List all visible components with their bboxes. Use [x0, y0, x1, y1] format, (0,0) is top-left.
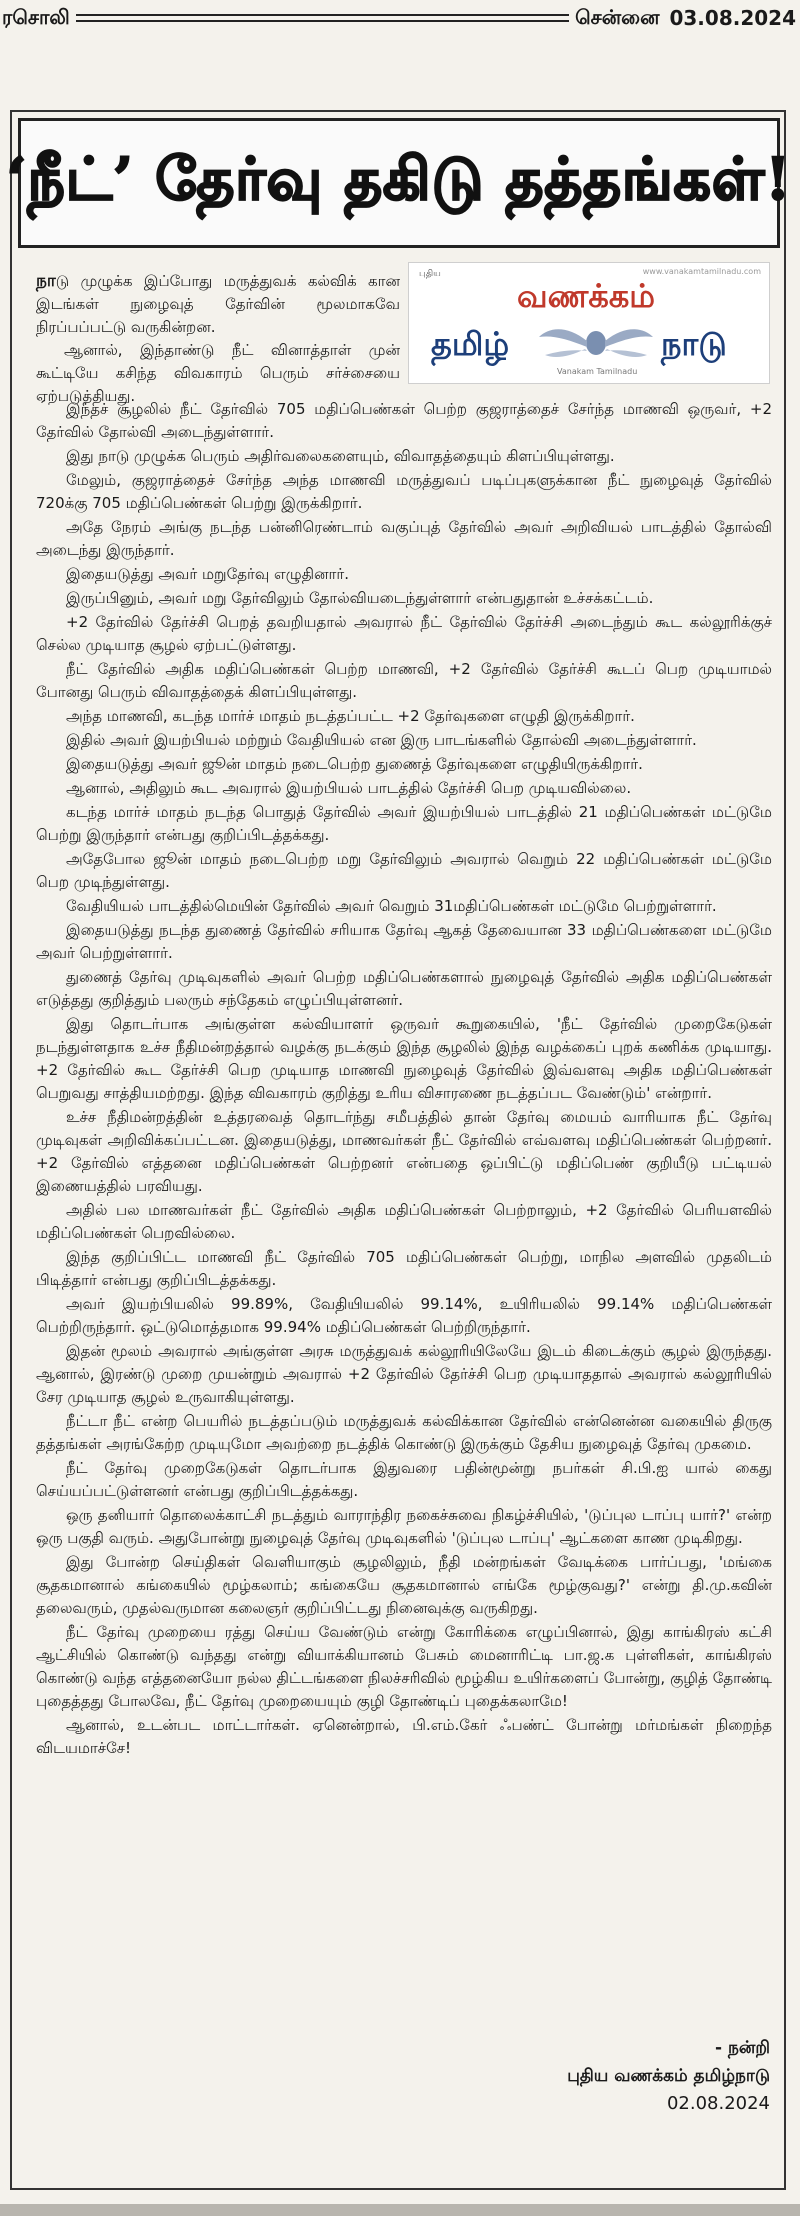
- article-paragraph: இந்தச் சூழலில் நீட் தேர்வில் 705 மதிப்பெண்கள் பெற்ற குஜராத்தைச் சேர்ந்த மாணவி ஒருவர், +2 தேர்வில் தோல்வி அடைந்துள்ளார்.: [36, 400, 772, 441]
- article-paragraph: அதே நேரம் அங்கு நடந்த பன்னிரெண்டாம் வகுப்புத் தேர்வில் அவர் அறிவியல் பாடத்தில் தோல்வி அடைந்து இருந்தார்.: [36, 518, 772, 559]
- article-paragraph: இது போன்ற செய்திகள் வெளியாகும் சூழலிலும், நீதி மன்றங்கள் வேடிக்கை பார்ப்பது, 'மங்கை சூதகமானால் கங்கையில் மூழ்கலாம்; கங்கையே சூதகமானால் எங்கே மூழ்குவது?' என்று தி.மு.கவின் தலைவரும், முதல்வருமான கலைஞர் குறிப்பிட்டது நினைவுக்கு வருகிறது.: [36, 1553, 772, 1617]
- article-paragraph: நீட் தேர்வில் அதிக மதிப்பெண்கள் பெற்ற மாணவி, +2 தேர்வில் தேர்ச்சி கூடப் பெற முடியாமல் போனது பெரும் விவாதத்தைக் கிளப்பியுள்ளது.: [36, 660, 772, 701]
- article-paragraph: இந்த குறிப்பிட்ட மாணவி நீட் தேர்வில் 705 மதிப்பெண்கள் பெற்று, மாநில அளவில் முதலிடம் பிடித்தார் என்பது குறிப்பிடத்தக்கது.: [36, 1248, 772, 1289]
- article-body: [36, 398, 772, 1761]
- article-paragraph: இதையடுத்து அவர் ஜூன் மாதம் நடைபெற்ற துணைத் தேர்வுகளை எழுதியிருக்கிறார்.: [66, 755, 643, 773]
- headline: ‘நீட்’ தேர்வு தகிடு தத்தங்கள்!: [6, 145, 792, 213]
- article-paragraph: ஆனால், உடன்பட மாட்டார்கள். ஏனென்றால், பி.எம்.கேர் ஃபண்ட் போன்று மர்மங்கள் நிறைந்த விடயமாச்சே!: [36, 1716, 772, 1757]
- lead-column: [36, 270, 400, 408]
- article-paragraph: உச்ச நீதிமன்றத்தின் உத்தரவைத் தொடர்ந்து சமீபத்தில் தான் தேர்வு மையம் வாரியாக நீட் தேர்வு முடிவுகள் அறிவிக்கப்பட்டன. இதையடுத்து, மாணவர்கள் நீட் தேர்வில் எவ்வளவு மதிப்பெண்கள் பெற்றனர். +2 தேர்வில் எத்தனை மதிப்பெண்கள் பெற்றனர் என்பதை ஒப்பிட்டு மதிப்பெண் குறியீடு பட்டியல் இணையத்தில் பரவியது.: [36, 1108, 772, 1195]
- article-paragraph: இருப்பினும், அவர் மறு தேர்விலும் தோல்வியடைந்துள்ளார் என்பதுதான் உச்சக்கட்டம்.: [66, 589, 654, 607]
- article-paragraph: நீட்டா நீட் என்ற பெயரில் நடத்தப்படும் மருத்துவக் கல்விக்கான தேர்வில் என்னென்ன வகையில் திருகு தத்தங்கள் அரங்கேற்ற முடியுமோ அவற்றை நடத்திக் கொண்டு இருக்கும் தேசிய நுழைவுத் தேர்வு முகமை.: [36, 1412, 772, 1453]
- article-paragraph: இது தொடர்பாக அங்குள்ள கல்வியாளர் ஒருவர் கூறுகையில், 'நீட் தேர்வில் முறைகேடுகள் நடந்துள்ளதாக உச்ச நீதிமன்றத்தால் வழக்கு நடக்கும் இந்த சூழலில் இந்த வழக்கைப் புறக் கணிக்க முடியாது. +2 தேர்வில் கூட தேர்ச்சி பெற முடியாத மாணவி நுழைவுத் தேர்வில் இவ்வளவு அதிக மதிப்பெண்கள் பெறுவது சாத்தியமற்றது. இந்த விவகாரம் குறித்து உரிய விசாரணை நடத்தப்பட வேண்டும்' என்றார்.: [36, 1015, 772, 1102]
- logo-url: www.vanakamtamilnadu.com: [642, 267, 761, 276]
- article-paragraph: வேதியியல் பாடத்தில்மெயின் தேர்வில் அவர் வெறும் 31மதிப்பெண்கள் மட்டுமே பெற்றுள்ளார்.: [66, 897, 717, 915]
- article-paragraph: கடந்த மார்ச் மாதம் நடந்த பொதுத் தேர்வில் அவர் இயற்பியல் பாடத்தில் 21 மதிப்பெண்கள் மட்டுமே பெற்று இருந்தார் என்பது குறிப்பிடத்தக்கது.: [36, 803, 772, 844]
- article-paragraph: நீட் தேர்வு முறையை ரத்து செய்ய வேண்டும் என்று கோரிக்கை எழுப்பினால், இது காங்கிரஸ் கட்சி ஆட்சியில் கொண்டு வந்தது என்று வியாக்கியானம் பேசும் மைனாரிட்டி பா.ஜ.க புள்ளிகள், காங்கிரஸ் கொண்டு வந்த எத்தனையோ நல்ல திட்டங்களை நிலச்சரிவில் மூழ்கிய உயிர்களைப் போன்று, குழித் தோண்டி புதைத்தது போலவே, நீட் தேர்வு முறையையும் குழி தோண்டிப் புதைக்கலாமே!: [36, 1623, 772, 1710]
- lead-paragraph: [36, 270, 400, 339]
- masthead-date: 03.08.2024: [669, 6, 796, 30]
- credit-thanks: - நன்றி: [715, 2038, 770, 2058]
- article-paragraph: இதையடுத்து நடந்த துணைத் தேர்வில் சரியாக தேர்வு ஆகத் தேவையான 33 மதிப்பெண்களை மட்டுமே அவர் பெற்றுள்ளார்.: [36, 921, 772, 962]
- article-paragraph: மேலும், குஜராத்தைச் சேர்ந்த அந்த மாணவி மருத்துவப் படிப்புகளுக்கான நீட் நுழைவுத் தேர்வில் 720க்கு 705 மதிப்பெண்கள் பெற்று இருக்கிறார்.: [36, 471, 773, 512]
- article-paragraph: இதன் மூலம் அவரால் அங்குள்ள அரசு மருத்துவக் கல்லூரியிலேயே இடம் கிடைக்கும் சூழல் இருந்தது. ஆனால், இரண்டு முறை முயன்றும் அவரால் +2 தேர்வில் தேர்ச்சி பெற முடியாததால் அவரால் கல்லூரியில் சேர முடியாத சூழல் உருவாகியுள்ளது.: [36, 1342, 772, 1406]
- lead-paragraph: ஆனால், இந்தாண்டு நீட் வினாத்தாள் முன் கூட்டியே கசிந்த விவகாரம் பெரும் சர்ச்சையை ஏற்படுத்தியது.: [36, 341, 400, 405]
- masthead-rule: [76, 14, 569, 22]
- article-paragraph: ஒரு தனியார் தொலைக்காட்சி நடத்தும் வாராந்திர நகைச்சுவை நிகழ்ச்சியில், 'டுப்புல டாப்பு யார்?' என்ற ஒரு பகுதி வரும். அதுபோன்று நுழைவுத் தேர்வு முடிவுகளில் 'டுப்புல டாப்பு' ஆட்களை காண முடிகிறது.: [36, 1506, 772, 1547]
- credit-source: புதிய வணக்கம் தமிழ்நாடு: [567, 2066, 770, 2086]
- article-paragraph: இதில் அவர் இயற்பியல் மற்றும் வேதியியல் என இரு பாடங்களில் தோல்வி அடைந்துள்ளார்.: [66, 731, 697, 749]
- logo-word-vanakkam: வணக்கம்: [517, 277, 656, 315]
- article-paragraph: அந்த மாணவி, கடந்த மார்ச் மாதம் நடத்தப்பட்ட +2 தேர்வுகளை எழுதி இருக்கிறார்.: [66, 707, 635, 725]
- lead-dropcap: நா: [36, 271, 56, 291]
- article-paragraph: +2 தேர்வில் தேர்ச்சி பெறத் தவறியதால் அவரால் நீட் தேர்வில் தேர்ச்சி அடைந்தும் கூட கல்லூரிக்குச் செல்ல முடியாத சூழல் ஏற்பட்டுள்ளது.: [36, 613, 772, 654]
- bottom-strip: [0, 2204, 800, 2216]
- article-paragraph: அதில் பல மாணவர்கள் நீட் தேர்வில் அதிக மதிப்பெண்கள் பெற்றாலும், +2 தேர்வில் பெரியளவில் மதிப்பெண்கள் பெறவில்லை.: [36, 1201, 772, 1242]
- logo-tagline: Vanakam Tamilnadu: [557, 367, 638, 376]
- logo-word-tamil: தமிழ்: [431, 325, 510, 363]
- logo-word-nadu: நாடு: [661, 325, 727, 363]
- article-paragraph: இதையடுத்து அவர் மறுதேர்வு எழுதினார்.: [66, 565, 349, 583]
- logo-wing-icon: [537, 321, 655, 365]
- masthead-city: சென்னை: [575, 4, 660, 29]
- logo-small-text: புதிய: [419, 269, 441, 279]
- credit-block: [470, 2034, 770, 2118]
- credit-date: 02.08.2024: [666, 2093, 770, 2114]
- source-logo: [408, 262, 770, 384]
- article-paragraph: இது நாடு முழுக்க பெரும் அதிர்வலைகளையும், விவாதத்தையும் கிளப்பியுள்ளது.: [66, 447, 615, 465]
- article-paragraph: நீட் தேர்வு முறைகேடுகள் தொடர்பாக இதுவரை பதின்மூன்று நபர்கள் சி.பி.ஐ யால் கைது செய்யப்பட்டுள்ளனர் என்பது குறிப்பிடத்தக்கது.: [36, 1459, 772, 1500]
- article-paragraph: துணைத் தேர்வு முடிவுகளில் அவர் பெற்ற மதிப்பெண்களால் நுழைவுத் தேர்வில் அதிக மதிப்பெண்கள் எடுத்தது குறித்தும் பலரும் சந்தேகம் எழுப்பியுள்ளனர்.: [36, 968, 772, 1009]
- masthead: [0, 0, 800, 36]
- paper-name: ரசொலி: [2, 4, 70, 29]
- article-paragraph: ஆனால், அதிலும் கூட அவரால் இயற்பியல் பாடத்தில் தேர்ச்சி பெற முடியவில்லை.: [66, 779, 632, 797]
- lead-paragraph-text: டு முழுக்க இப்போது மருத்துவக் கல்விக் கான இடங்கள் நுழைவுத் தேர்வின் மூலமாகவே நிரப்பப்பட்டு வருகின்றன.: [36, 272, 400, 336]
- article-paragraph: அதேபோல ஜூன் மாதம் நடைபெற்ற மறு தேர்விலும் அவரால் வெறும் 22 மதிப்பெண்கள் மட்டுமே பெற முடிந்துள்ளது.: [36, 850, 772, 891]
- article-paragraph: அவர் இயற்பியலில் 99.89%, வேதியியலில் 99.14%, உயிரியலில் 99.14% மதிப்பெண்கள் பெற்றிருந்தார். ஒட்டுமொத்தமாக 99.94% மதிப்பெண்கள் பெற்றிருந்தார்.: [36, 1295, 772, 1336]
- headline-box: [6, 118, 792, 248]
